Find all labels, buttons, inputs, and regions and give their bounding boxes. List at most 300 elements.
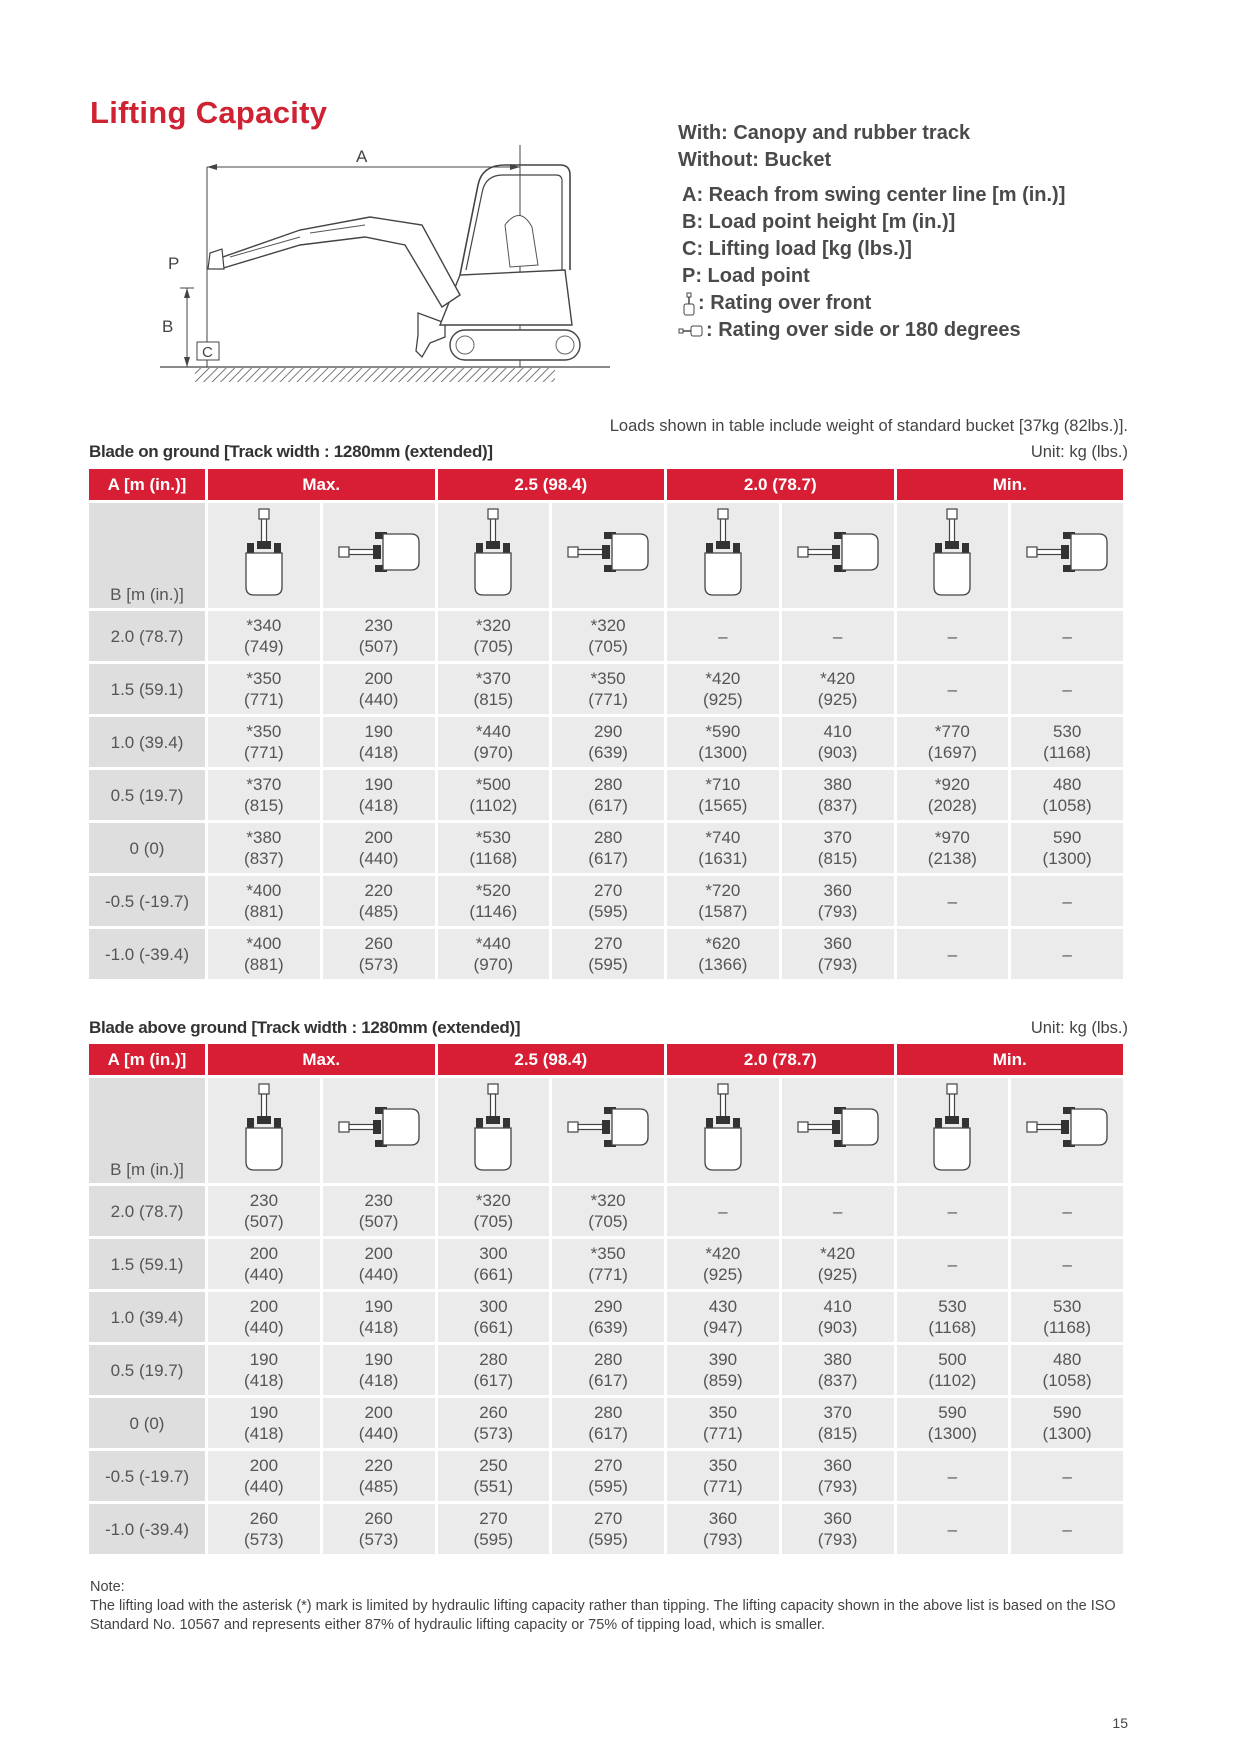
capacity-cell [552, 611, 664, 661]
capacity-cell [897, 1345, 1009, 1395]
capacity-lbs: (1587) [698, 902, 748, 921]
capacity-cell [782, 1292, 894, 1342]
capacity-cell [438, 664, 550, 714]
capacity-lbs: (925) [703, 690, 743, 709]
capacity-cell [897, 823, 1009, 873]
capacity-kg: *440 [475, 934, 511, 953]
capacity-cell [552, 1504, 664, 1554]
capacity-kg: *520 [475, 881, 511, 900]
capacity-lbs: (771) [703, 1477, 743, 1496]
column-header-reach: 2.0 (78.7) [667, 469, 894, 500]
legend-b: B: Load point height [m (in.)] [682, 211, 956, 233]
capacity-cell [438, 1345, 550, 1395]
capacity-cell [323, 1186, 435, 1236]
capacity-lbs: (617) [473, 1371, 514, 1390]
capacity-cell [1011, 611, 1123, 661]
capacity-lbs: (573) [473, 1424, 514, 1443]
capacity-lbs: (595) [588, 902, 628, 921]
capacity-cell [208, 1451, 320, 1501]
capacity-cell [897, 1398, 1009, 1448]
capacity-lbs: (1697) [927, 743, 977, 762]
capacity-kg: *720 [705, 881, 741, 900]
row-height-label: -1.0 (-39.4) [89, 929, 205, 979]
capacity-kg: 280 [593, 775, 623, 794]
side-rating-cell [782, 503, 894, 608]
capacity-kg: – [1062, 679, 1072, 699]
capacity-lbs: (1168) [1043, 743, 1092, 762]
capacity-kg: 500 [938, 1350, 967, 1369]
capacity-lbs: (793) [817, 902, 858, 921]
capacity-cell [552, 1186, 664, 1236]
capacity-cell [897, 770, 1009, 820]
capacity-cell [323, 1451, 435, 1501]
capacity-kg: *320 [475, 1191, 511, 1210]
capacity-kg: *370 [475, 669, 511, 688]
capacity-kg: 350 [708, 1403, 738, 1422]
capacity-cell [208, 770, 320, 820]
capacity-cell [782, 770, 894, 820]
capacity-lbs: (771) [244, 690, 284, 709]
capacity-lbs: (837) [817, 796, 858, 815]
capacity-cell [552, 1239, 664, 1289]
capacity-kg: 220 [364, 881, 393, 900]
rating-over-front-icon [700, 1082, 746, 1174]
row-height-label: 1.0 (39.4) [89, 1292, 205, 1342]
rating-over-side-icon [566, 1103, 650, 1153]
column-header-reach: 2.5 (98.4) [438, 469, 665, 500]
capacity-kg: 200 [249, 1297, 279, 1316]
capacity-lbs: (440) [244, 1265, 284, 1284]
capacity-cell [667, 664, 779, 714]
front-rating-cell [438, 1078, 550, 1183]
capacity-lbs: (815) [473, 690, 514, 709]
capacity-kg: – [1062, 944, 1072, 964]
row-height-label: 1.5 (59.1) [89, 1239, 205, 1289]
row-height-label: 0 (0) [89, 823, 205, 873]
row-height-label: 0.5 (19.7) [89, 770, 205, 820]
capacity-cell [438, 1504, 550, 1554]
capacity-cell [323, 1292, 435, 1342]
front-rating-cell [208, 503, 320, 608]
capacity-kg: 480 [1052, 775, 1082, 794]
capacity-cell [1011, 1504, 1123, 1554]
capacity-lbs: (418) [358, 1318, 399, 1337]
footnote [90, 1578, 1130, 1635]
capacity-cell [438, 717, 550, 767]
capacity-lbs: (507) [358, 637, 399, 656]
capacity-lbs: (793) [817, 1477, 858, 1496]
capacity-kg: 280 [593, 1403, 623, 1422]
capacity-cell [1011, 1345, 1123, 1395]
capacity-cell [438, 929, 550, 979]
capacity-cell [323, 770, 435, 820]
table-row [89, 1451, 1123, 1501]
row-height-label: 0 (0) [89, 1398, 205, 1448]
capacity-kg: 270 [593, 1456, 623, 1475]
capacity-lbs: (440) [358, 1424, 399, 1443]
capacity-kg: 360 [823, 934, 852, 953]
capacity-kg: 390 [708, 1350, 738, 1369]
row-height-label: -1.0 (-39.4) [89, 1504, 205, 1554]
capacity-kg: – [1062, 1466, 1072, 1486]
capacity-lbs: (418) [358, 743, 399, 762]
capacity-cell [208, 664, 320, 714]
capacity-lbs: (573) [358, 1530, 399, 1549]
capacity-kg: 230 [249, 1191, 279, 1210]
capacity-lbs: (507) [358, 1212, 399, 1231]
capacity-kg: – [947, 1519, 958, 1539]
load-note: Loads shown in table include weight of standard bucket [37kg (82lbs.)]. [609, 417, 1128, 435]
rating-over-side-icon [1025, 1103, 1109, 1153]
capacity-kg: 410 [823, 722, 852, 741]
capacity-kg: 200 [249, 1244, 279, 1263]
capacity-cell [1011, 717, 1123, 767]
capacity-lbs: (793) [703, 1530, 743, 1549]
capacity-lbs: (793) [817, 955, 858, 974]
capacity-kg: 360 [823, 1509, 852, 1528]
capacity-cell [897, 876, 1009, 926]
capacity-cell [1011, 1398, 1123, 1448]
capacity-cell [782, 664, 894, 714]
capacity-kg: 280 [479, 1350, 508, 1369]
capacity-cell [552, 1292, 664, 1342]
capacity-kg: – [947, 679, 958, 699]
capacity-cell [897, 664, 1009, 714]
capacity-kg: 270 [479, 1509, 508, 1528]
header-row [89, 1044, 1123, 1075]
capacity-lbs: (925) [817, 1265, 858, 1284]
capacity-cell [438, 611, 550, 661]
table2-title: Blade above ground [Track width : 1280mm (extended)] [89, 1018, 521, 1037]
column-header-reach: Max. [208, 1044, 435, 1075]
capacity-lbs: (903) [817, 1318, 858, 1337]
capacity-lbs: (418) [244, 1371, 284, 1390]
capacity-cell [323, 611, 435, 661]
rating-over-side-icon [678, 324, 704, 338]
capacity-kg: – [718, 1201, 728, 1221]
capacity-lbs: (507) [244, 1212, 284, 1231]
column-header-a: A [m (in.)] [89, 469, 205, 500]
capacity-lbs: (705) [473, 637, 514, 656]
table-row [89, 876, 1123, 926]
capacity-kg: 370 [823, 828, 852, 847]
capacity-kg: *320 [475, 616, 511, 635]
capacity-kg: 380 [823, 1350, 852, 1369]
capacity-lbs: (440) [358, 849, 399, 868]
table-row [89, 770, 1123, 820]
capacity-lbs: (881) [244, 955, 284, 974]
capacity-cell [1011, 770, 1123, 820]
capacity-cell [782, 1451, 894, 1501]
capacity-cell [782, 1239, 894, 1289]
capacity-cell [782, 929, 894, 979]
capacity-cell [1011, 1451, 1123, 1501]
capacity-kg: *350 [246, 722, 282, 741]
capacity-cell [1011, 1186, 1123, 1236]
table-row [89, 1398, 1123, 1448]
rating-over-front-icon [682, 292, 696, 316]
capacity-kg: 200 [364, 828, 393, 847]
capacity-lbs: (771) [588, 1265, 628, 1284]
capacity-lbs: (418) [358, 1371, 399, 1390]
capacity-cell [438, 1186, 550, 1236]
table1-unit: Unit: kg (lbs.) [1030, 443, 1128, 461]
capacity-kg: 350 [708, 1456, 738, 1475]
capacity-kg: 230 [364, 1191, 393, 1210]
capacity-kg: 270 [593, 881, 623, 900]
capacity-lbs: (815) [817, 1424, 858, 1443]
rating-over-side-icon [337, 528, 421, 578]
table-row [89, 1186, 1123, 1236]
table-row [89, 1239, 1123, 1289]
capacity-lbs: (617) [588, 849, 628, 868]
rating-over-side-icon [1025, 528, 1109, 578]
capacity-lbs: (418) [358, 796, 399, 815]
capacity-kg: 190 [249, 1350, 279, 1369]
capacity-kg: 260 [249, 1509, 279, 1528]
capacity-cell [208, 1345, 320, 1395]
rating-over-side-icon [566, 528, 650, 578]
capacity-lbs: (440) [358, 690, 399, 709]
capacity-lbs: (1102) [469, 796, 518, 815]
capacity-cell [323, 823, 435, 873]
table-row [89, 1504, 1123, 1554]
rating-over-front-icon [700, 507, 746, 599]
capacity-lbs: (705) [588, 1212, 628, 1231]
capacity-kg: – [1062, 626, 1072, 646]
capacity-kg: 280 [593, 828, 623, 847]
capacity-cell [667, 1504, 779, 1554]
load-box-label: C [202, 344, 213, 361]
front-rating-cell [438, 503, 550, 608]
capacity-cell [782, 717, 894, 767]
capacity-kg: 360 [823, 881, 852, 900]
capacity-cell [897, 1239, 1009, 1289]
rating-over-side-icon [337, 1103, 421, 1153]
capacity-cell [323, 876, 435, 926]
capacity-lbs: (661) [473, 1265, 514, 1284]
capacity-cell [438, 770, 550, 820]
capacity-lbs: (551) [473, 1477, 514, 1496]
capacity-cell [552, 1345, 664, 1395]
row-height-label: 0.5 (19.7) [89, 1345, 205, 1395]
row-height-label: 2.0 (78.7) [89, 1186, 205, 1236]
capacity-kg: *770 [934, 722, 970, 741]
capacity-cell [897, 1451, 1009, 1501]
capacity-lbs: (970) [473, 955, 514, 974]
capacity-kg: 530 [938, 1297, 967, 1316]
rating-over-front-icon [241, 507, 287, 599]
side-rating-cell [323, 1078, 435, 1183]
capacity-cell [438, 1398, 550, 1448]
page-number: 15 [1112, 1715, 1128, 1731]
table-row [89, 929, 1123, 979]
legend-a: A: Reach from swing center line [m (in.)] [682, 184, 1066, 206]
capacity-kg: 380 [823, 775, 852, 794]
table-row [89, 823, 1123, 873]
front-rating-cell [897, 1078, 1009, 1183]
capacity-cell [208, 1398, 320, 1448]
capacity-lbs: (573) [358, 955, 399, 974]
capacity-kg: – [832, 1201, 843, 1221]
capacity-kg: *970 [934, 828, 970, 847]
capacity-cell [667, 1186, 779, 1236]
capacity-kg: 220 [364, 1456, 393, 1475]
ground-hatch [195, 368, 555, 382]
capacity-cell [667, 1292, 779, 1342]
capacity-lbs: (595) [473, 1530, 514, 1549]
capacity-kg: – [947, 891, 958, 911]
capacity-kg: *420 [705, 1244, 741, 1263]
capacity-lbs: (1631) [698, 849, 748, 868]
rating-over-side-icon [796, 528, 880, 578]
capacity-lbs: (1102) [928, 1371, 977, 1390]
capacity-cell [667, 929, 779, 979]
table-row [89, 1292, 1123, 1342]
capacity-cell [323, 1504, 435, 1554]
capacity-kg: *380 [246, 828, 282, 847]
header-row [89, 469, 1123, 500]
capacity-cell [438, 1451, 550, 1501]
capacity-lbs: (639) [588, 743, 628, 762]
capacity-cell [897, 929, 1009, 979]
legend-front-row [678, 290, 1065, 317]
capacity-cell [1011, 929, 1123, 979]
capacity-cell [208, 1292, 320, 1342]
row-height-label: -0.5 (-19.7) [89, 1451, 205, 1501]
capacity-kg: 190 [249, 1403, 279, 1422]
capacity-cell [782, 1504, 894, 1554]
capacity-cell [667, 1345, 779, 1395]
legend-side-label: : Rating over side or 180 degrees [706, 319, 1021, 341]
side-rating-cell [782, 1078, 894, 1183]
capacity-kg: *440 [475, 722, 511, 741]
capacity-kg: 190 [364, 1350, 393, 1369]
capacity-cell [552, 1398, 664, 1448]
excavator-diagram [160, 145, 620, 390]
capacity-lbs: (1168) [928, 1318, 977, 1337]
capacity-cell [667, 1239, 779, 1289]
capacity-kg: 190 [364, 1297, 393, 1316]
capacity-kg: 230 [364, 616, 393, 635]
capacity-cell [667, 823, 779, 873]
capacity-kg: – [1062, 891, 1072, 911]
capacity-lbs: (947) [703, 1318, 743, 1337]
capacity-kg: 360 [823, 1456, 852, 1475]
capacity-kg: *370 [246, 775, 282, 794]
capacity-cell [782, 823, 894, 873]
capacity-lbs: (639) [588, 1318, 628, 1337]
capacity-cell [897, 1292, 1009, 1342]
capacity-cell [782, 1345, 894, 1395]
capacity-cell [323, 1398, 435, 1448]
capacity-kg: – [947, 1201, 958, 1221]
capacity-kg: 590 [1052, 1403, 1082, 1422]
capacity-lbs: (573) [244, 1530, 284, 1549]
capacity-lbs: (485) [358, 1477, 399, 1496]
capacity-kg: – [947, 944, 958, 964]
capacity-cell [1011, 1292, 1123, 1342]
capacity-lbs: (1565) [698, 796, 748, 815]
capacity-cell [438, 876, 550, 926]
capacity-cell [1011, 876, 1123, 926]
with-spec: With: Canopy and rubber track [678, 122, 971, 144]
capacity-lbs: (903) [817, 743, 858, 762]
capacity-kg: 300 [479, 1297, 508, 1316]
capacity-cell [323, 717, 435, 767]
capacity-kg: *420 [820, 669, 856, 688]
capacity-cell [1011, 1239, 1123, 1289]
capacity-cell [667, 1398, 779, 1448]
capacity-kg: *350 [590, 1244, 626, 1263]
capacity-lbs: (440) [244, 1318, 284, 1337]
capacity-kg: 590 [1052, 828, 1082, 847]
capacity-kg: – [1062, 1519, 1072, 1539]
table-row [89, 611, 1123, 661]
capacity-lbs: (617) [588, 796, 628, 815]
capacity-lbs: (705) [588, 637, 628, 656]
capacity-cell [208, 929, 320, 979]
capacity-cell [552, 1451, 664, 1501]
capacity-lbs: (881) [244, 902, 284, 921]
capacity-cell [552, 876, 664, 926]
capacity-lbs: (1300) [1042, 1424, 1092, 1443]
footnote-heading: Note: [90, 1579, 125, 1595]
capacity-kg: 430 [708, 1297, 738, 1316]
capacity-cell [438, 823, 550, 873]
rating-over-front-icon [929, 507, 975, 599]
capacity-kg: 260 [479, 1403, 508, 1422]
footnote-text: The lifting load with the asterisk (*) mark is limited by hydraulic lifting capacity rather than tipping. The lifting capacity shown in the above list is based on the ISO Standard No. 10567 and represents either 87% of hydraulic lifting capacity or 75% of tipping load, which is smaller. [90, 1598, 1116, 1633]
side-rating-cell [1011, 1078, 1123, 1183]
capacity-lbs: (661) [473, 1318, 514, 1337]
capacity-cell [208, 611, 320, 661]
without-spec: Without: Bucket [678, 149, 832, 171]
capacity-kg: – [1062, 1254, 1072, 1274]
capacity-lbs: (925) [817, 690, 858, 709]
capacity-cell [782, 1186, 894, 1236]
capacity-kg: 260 [364, 934, 393, 953]
front-rating-cell [667, 503, 779, 608]
capacity-cell [438, 1292, 550, 1342]
capacity-kg: 360 [708, 1509, 738, 1528]
column-header-reach: 2.0 (78.7) [667, 1044, 894, 1075]
capacity-lbs: (793) [817, 1530, 858, 1549]
legend-side-row [678, 317, 1065, 344]
capacity-kg: 300 [479, 1244, 508, 1263]
capacity-cell [552, 823, 664, 873]
capacity-kg: *400 [246, 934, 282, 953]
capacity-lbs: (1058) [1042, 1371, 1092, 1390]
capacity-kg: – [947, 626, 958, 646]
table2-unit: Unit: kg (lbs.) [1030, 1019, 1128, 1037]
row-height-label: -0.5 (-19.7) [89, 876, 205, 926]
capacity-kg: 200 [364, 1403, 393, 1422]
capacity-lbs: (617) [588, 1371, 628, 1390]
capacity-lbs: (1366) [698, 955, 748, 974]
capacity-lbs: (705) [473, 1212, 514, 1231]
rating-icons-row [89, 503, 1123, 608]
table-row [89, 1345, 1123, 1395]
capacity-lbs: (1146) [469, 902, 518, 921]
capacity-lbs: (595) [588, 1477, 628, 1496]
side-rating-cell [552, 1078, 664, 1183]
capacity-cell [1011, 823, 1123, 873]
capacity-lbs: (617) [588, 1424, 628, 1443]
row-height-label: 1.0 (39.4) [89, 717, 205, 767]
capacity-kg: *350 [590, 669, 626, 688]
legend-p: P: Load point [682, 265, 810, 287]
